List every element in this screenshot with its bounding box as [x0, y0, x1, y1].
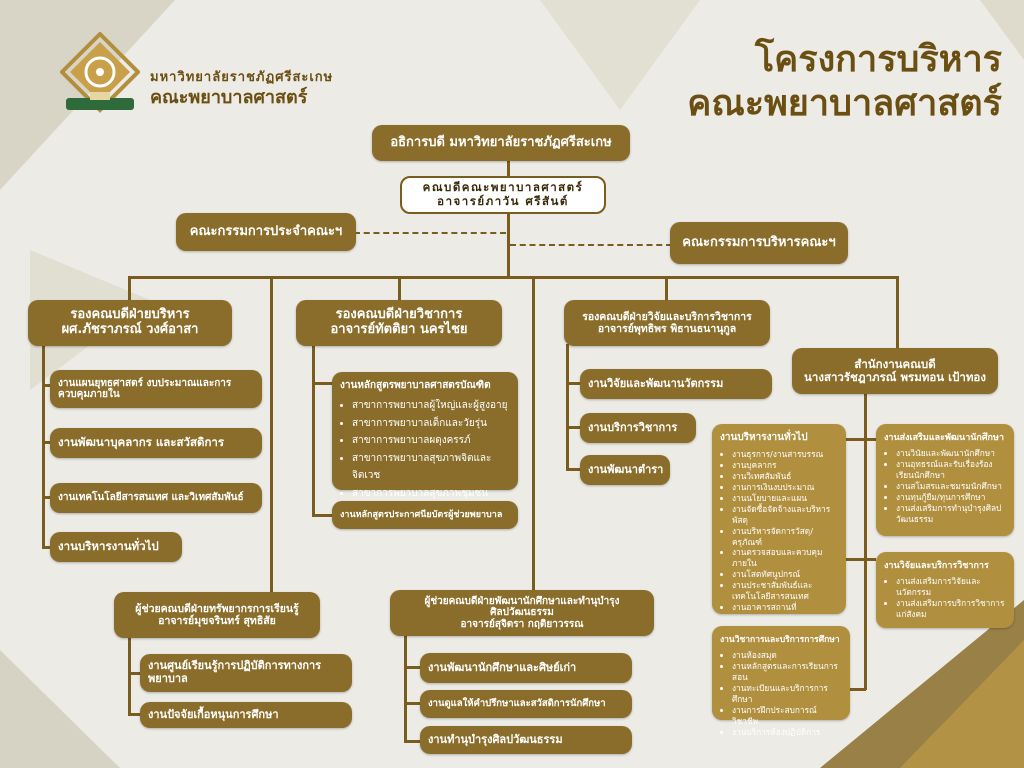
connector	[312, 382, 334, 385]
curriculum-panel	[332, 372, 518, 499]
dean-person: อาจารย์ภาวัน ศรีสันต์	[437, 194, 569, 208]
list-item: • งานวิเทศสัมพันธ์	[732, 471, 838, 482]
connector	[128, 713, 140, 716]
connector	[398, 276, 401, 300]
vp-academic-person: อาจารย์ทัตติยา นครไชย	[330, 322, 468, 337]
page-title-line1: โครงการบริหาร	[754, 39, 1002, 80]
list-item: • งานการเงินงบประมาณ	[732, 482, 838, 493]
connector	[404, 740, 420, 743]
curriculum-list	[340, 397, 510, 502]
connector-dashed	[354, 232, 506, 234]
university-logo-icon	[60, 32, 140, 120]
vp-research-box	[564, 300, 770, 346]
vp-admin-person: ผศ.ภัชราภรณ์ วงศ์อาสา	[61, 322, 199, 337]
list-item: • งานหลักสูตรและการเรียนการสอน	[732, 661, 842, 683]
list-item: • งานประชาสัมพันธ์และเทคโนโลยีสารสนเทศ	[732, 580, 838, 602]
certificate-label: งานหลักสูตรประกาศนียบัตรผู้ช่วยพยาบาล	[340, 509, 503, 520]
asst-student-unit-label: งานดูแลให้คำปรึกษาและสวัสดิการนักศึกษา	[428, 697, 606, 709]
connector	[312, 514, 334, 517]
connector	[566, 468, 580, 471]
list-item: • สาขาการพยาบาลเด็กและวัยรุ่น	[352, 415, 510, 433]
vp-admin-unit-3	[50, 483, 262, 513]
list-item: • งานวินัยและพัฒนานักศึกษา	[896, 448, 1006, 459]
connector	[128, 276, 898, 279]
dean-title: คณบดีคณะพยาบาลศาสตร์	[422, 180, 584, 195]
faculty-committee-label: คณะกรรมการประจำคณะฯ	[189, 223, 343, 239]
vp-admin-unit-label: งานแผนยุทธศาสตร์ งบประมาณและการควบคุมภายใน	[58, 377, 232, 400]
connector	[404, 666, 420, 669]
connector	[846, 558, 876, 561]
general-admin-panel	[712, 424, 846, 614]
vp-research-unit-label: งานพัฒนาตำรา	[588, 462, 664, 476]
list-item: • งานส่งเสริมการบริการวิชาการแก่สังคม	[896, 598, 1006, 620]
list-item: • งานการฝึกประสบการณ์วิชาชีพ	[732, 705, 842, 727]
connector	[128, 636, 131, 716]
connector	[42, 344, 45, 548]
vp-research-person: อาจารย์พุทธิพร พิธานธนานุกูล	[597, 323, 737, 335]
office-person: นางสาวรัชฎาภรณ์ พรมทอน เป้าทอง	[804, 370, 986, 384]
asst-resources-box	[114, 592, 320, 638]
asst-student-unit-label: งานทำนุบำรุงศิลปวัฒนธรรม	[428, 732, 563, 746]
vp-research-title: รองคณบดีฝ่ายวิจัยและบริการวิชาการ	[582, 310, 752, 323]
president-label: อธิการบดี มหาวิทยาลัยราชภัฏศรีสะเกษ	[390, 134, 612, 150]
list-item: • งานส่งเสริมการทำนุบำรุงศิลปวัฒนธรรม	[896, 503, 1006, 525]
list-item: • งานอุทธรณ์และรับเรื่องร้องเรียนนักศึกษา	[896, 459, 1006, 481]
vp-admin-unit-1	[50, 370, 262, 408]
vp-academic-box	[296, 300, 502, 346]
asst-student-unit-label: งานพัฒนานักศึกษาและศิษย์เก่า	[428, 660, 577, 674]
president-box	[372, 125, 630, 161]
list-item: • งานโสตทัศนูปกรณ์	[732, 569, 838, 580]
office-research-list	[884, 576, 1006, 620]
vp-admin-unit-label: งานบริหารงานทั่วไป	[58, 539, 159, 554]
asst-student-unit-3	[420, 726, 632, 754]
list-item: • งานบริการห้องปฏิบัติการ	[732, 727, 842, 738]
vp-research-unit-3	[580, 455, 670, 485]
connector	[846, 438, 876, 441]
connector	[404, 702, 420, 705]
list-item: • งานทะเบียนและบริการการศึกษา	[732, 683, 842, 705]
vp-research-unit-label: งานบริการวิชาการ	[588, 420, 678, 434]
student-dev-title: งานส่งเสริมและพัฒนานักศึกษา	[884, 433, 1004, 443]
list-item: • สาขาการพยาบาลสุขภาพชุมชน	[352, 485, 510, 503]
connector-dashed	[510, 244, 672, 246]
faculty-name: คณะพยาบาลศาสตร์	[150, 87, 308, 108]
vp-admin-box	[28, 300, 232, 346]
vp-admin-unit-4	[50, 532, 182, 562]
vp-admin-unit-label: งานเทคโนโลยีสารสนเทศ และวิเทศสัมพันธ์	[58, 492, 244, 504]
office-box	[792, 348, 998, 394]
list-item: • งานนโยบายและแผน	[732, 493, 838, 504]
vp-research-unit-label: งานวิจัยและพัฒนานวัตกรรม	[588, 376, 724, 390]
list-item: • สาขาการพยาบาลผู้ใหญ่และผู้สูงอายุ	[352, 397, 510, 415]
certificate-unit	[332, 501, 518, 529]
curriculum-title: งานหลักสูตรพยาบาลศาสตรบัณฑิต	[340, 380, 491, 391]
connector	[896, 276, 899, 348]
connector	[270, 276, 273, 600]
student-dev-panel	[876, 424, 1014, 536]
list-item: • งานห้องสมุด	[732, 650, 842, 661]
vp-admin-unit-label: งานพัฒนาบุคลากร และสวัสดิการ	[58, 435, 225, 450]
asst-student-box	[390, 590, 654, 636]
asst-resources-unit-2	[140, 702, 352, 728]
vp-academic-title: รองคณบดีฝ่ายวิชาการ	[335, 307, 463, 323]
list-item: • งานส่งเสริมการวิจัยและนวัตกรรม	[896, 576, 1006, 598]
student-dev-list	[884, 448, 1006, 525]
office-research-title: งานวิจัยและบริการวิชาการ	[884, 561, 989, 571]
asst-student-title: ผู้ช่วยคณบดีฝ่ายพัฒนานักศึกษาและทำนุบำรุง	[424, 595, 620, 607]
faculty-committee-box	[176, 213, 356, 251]
connector	[312, 344, 315, 516]
connector	[566, 426, 580, 429]
academic-service-panel	[712, 626, 850, 737]
asst-student-unit-2	[420, 690, 632, 718]
academic-service-list	[720, 650, 842, 738]
connector	[128, 672, 140, 675]
dean-box	[400, 176, 606, 214]
general-admin-title: งานบริหารงานทั่วไป	[720, 432, 808, 443]
list-item: • สาขาการพยาบาลสุขภาพจิตและจิตเวช	[352, 450, 510, 485]
academic-service-title: งานวิชาการและบริการการศึกษา	[720, 635, 840, 645]
asst-resources-unit-1	[140, 654, 352, 692]
list-item: • งานตรวจสอบและควบคุมภายใน	[732, 547, 838, 569]
asst-resources-title: ผู้ช่วยคณบดีฝ่ายทรัพยากรการเรียนรู้	[135, 602, 299, 615]
connector	[404, 634, 407, 742]
connector	[566, 382, 580, 385]
university-name: มหาวิทยาลัยราชภัฏศรีสะเกษ	[150, 70, 334, 85]
connector	[566, 344, 569, 470]
office-title: สำนักงานคณบดี	[854, 356, 936, 371]
connector	[665, 276, 668, 300]
admin-committee-label: คณะกรรมการบริหารคณะฯ	[682, 234, 836, 250]
vp-research-unit-2	[580, 413, 696, 443]
asst-resources-person: อาจารย์มุขจรินทร์ สุทธิสัย	[158, 615, 276, 627]
office-research-panel	[876, 552, 1014, 628]
list-item: • งานบุคลากร	[732, 460, 838, 471]
asst-resources-unit-label: งานปัจจัยเกื้อหนุนการศึกษา	[148, 707, 279, 721]
admin-committee-box	[670, 222, 848, 264]
vp-research-unit-1	[580, 369, 772, 399]
list-item: • งานจัดซื้อจัดจ้างและบริหารพัสดุ	[732, 504, 838, 526]
asst-student-unit-1	[420, 653, 632, 683]
list-item: • งานสโมสรและชมรมนักศึกษา	[896, 481, 1006, 492]
connector	[532, 276, 535, 592]
asst-resources-unit-label: งานศูนย์เรียนรู้การปฏิบัติการทางการพยาบาล	[148, 659, 322, 685]
asst-student-title-cont: ศิลปวัฒนธรรม	[490, 607, 554, 619]
list-item: • งานธุรการ/งานสารบรรณ	[732, 449, 838, 460]
vp-admin-unit-2	[50, 428, 262, 458]
list-item: • งานทุนกู้ยืม/ทุนการศึกษา	[896, 492, 1006, 503]
list-item: • สาขาการพยาบาลผดุงครรภ์	[352, 432, 510, 450]
connector	[128, 276, 131, 300]
vp-admin-title: รองคณบดีฝ่ายบริหาร	[70, 307, 190, 323]
page-title-line2: คณะพยาบาลศาสตร์	[687, 83, 1002, 124]
list-item: • งานอาคารสถานที่	[732, 602, 838, 613]
asst-student-person: อาจารย์สุจิตรา กฤติยาวรรณ	[460, 618, 584, 630]
list-item: • งานบริหารจัดการวัสดุ/ครุภัณฑ์	[732, 526, 838, 548]
general-admin-list	[720, 449, 838, 613]
